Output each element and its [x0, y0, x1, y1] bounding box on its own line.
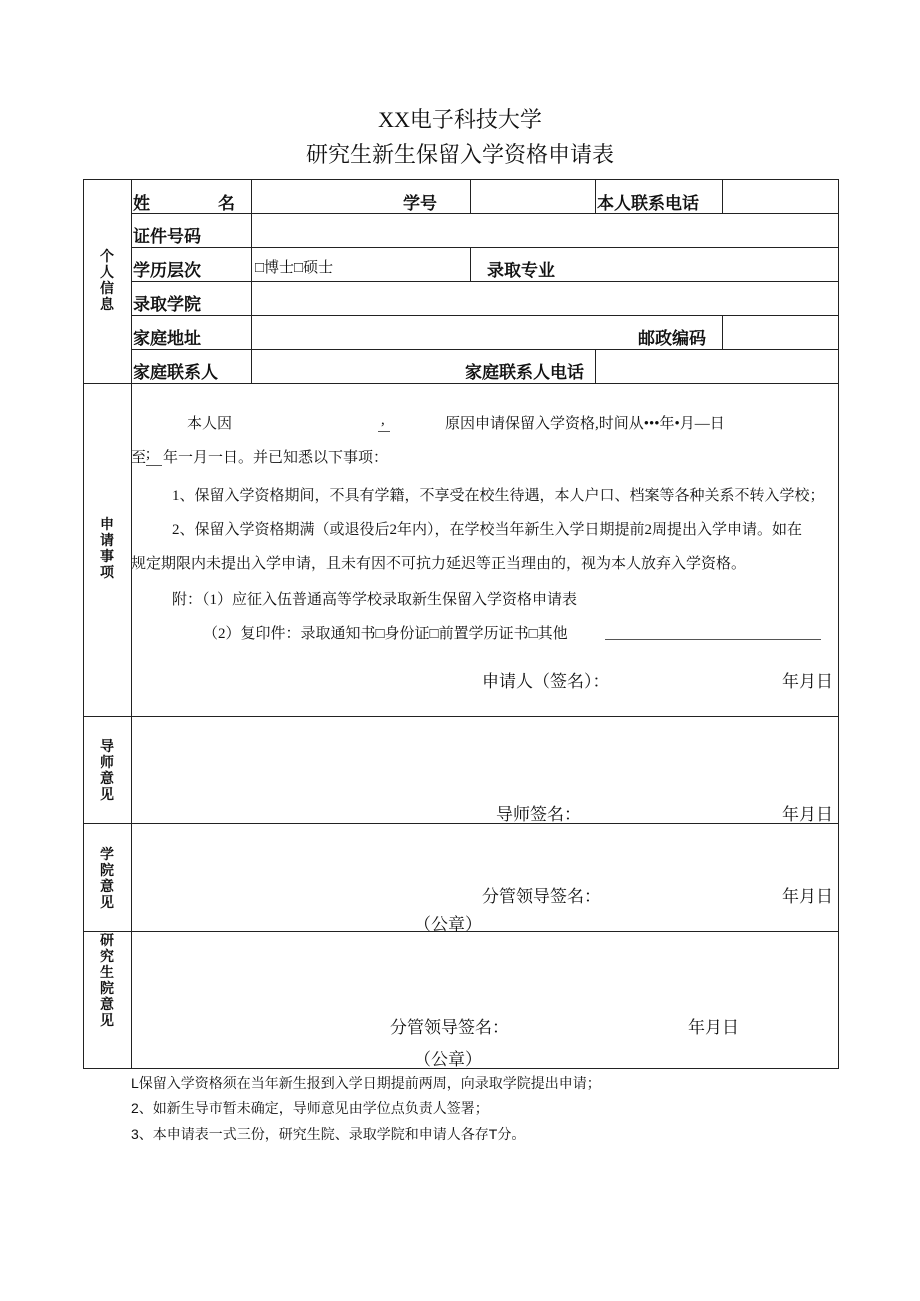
home-address-label: 家庭地址	[133, 329, 201, 348]
admitting-college-field[interactable]	[253, 283, 837, 313]
row-divider	[131, 349, 839, 350]
section-divider	[83, 716, 839, 717]
graduate-official-seal: （公章）	[414, 1050, 482, 1069]
cell-divider	[470, 179, 471, 213]
applicant-signature-date: 年月日	[782, 672, 833, 691]
phone-label: 本人联系电话	[597, 194, 699, 213]
request-reason-prefix: 本人因	[187, 416, 233, 432]
row-divider	[131, 213, 839, 214]
request-reason-blank[interactable]: ,	[381, 412, 385, 428]
cell-divider	[722, 179, 723, 213]
section-column-divider	[131, 179, 132, 1069]
request-period-text: 原因申请保留入学资格,时间从•••年•月—日	[445, 416, 725, 432]
section-label-advisor-opinion: 导 师 意 见	[100, 738, 114, 802]
section-label-personal-info: 个 人 信 息	[100, 248, 114, 312]
cell-divider	[595, 179, 596, 213]
section-divider	[83, 823, 839, 824]
row-divider	[131, 281, 839, 282]
id-number-field[interactable]	[253, 215, 837, 245]
other-attachment-blank[interactable]	[605, 639, 821, 640]
cell-divider	[251, 179, 252, 383]
home-address-field[interactable]	[253, 317, 633, 347]
id-number-label: 证件号码	[133, 227, 201, 246]
postcode-field[interactable]	[724, 317, 836, 347]
row-divider	[131, 315, 839, 316]
applicant-signature-label: 申请人（签名）：	[482, 672, 610, 691]
footnote-3: 3、本申请表一式三份，研究生院、录取学院和申请人各存T分。	[131, 1126, 526, 1142]
request-period-end-prefix: 至	[131, 450, 147, 466]
college-signature-date: 年月日	[782, 887, 833, 906]
family-contact-label: 家庭联系人	[133, 363, 218, 382]
cell-divider	[722, 315, 723, 349]
footnote-2: 2、如新生导市暂未确定，导师意见由学位点负责人签署；	[131, 1100, 489, 1116]
section-label-college-opinion: 学 院 意 见	[100, 846, 114, 910]
blank-underline	[378, 431, 390, 432]
graduate-leader-signature-label: 分管领导签名：	[390, 1018, 509, 1037]
row-divider	[131, 247, 839, 248]
section-divider	[83, 383, 839, 384]
major-label: 录取专业	[487, 261, 555, 280]
college-official-seal: （公章）	[414, 915, 482, 934]
admitting-college-label: 录取学院	[133, 295, 201, 314]
university-title: XX电子科技大学	[378, 107, 542, 132]
section-label-request: 申 请 事 项	[100, 516, 114, 580]
student-id-field[interactable]	[472, 181, 594, 211]
student-id-label: 学号	[403, 194, 437, 213]
graduate-signature-date: 年月日	[688, 1018, 739, 1037]
section-label-graduate-school-opinion: 研 究 生 院 意 见	[100, 932, 114, 1028]
family-phone-label: 家庭联系人电话	[465, 363, 584, 382]
postcode-label: 邮政编码	[638, 329, 706, 348]
name-label-2: 名	[218, 194, 235, 213]
request-period-end-text: 年一月一日。并已知悉以下事项：	[163, 450, 389, 466]
advisor-signature-date: 年月日	[782, 805, 833, 824]
phone-field[interactable]	[724, 181, 836, 211]
notice-item-1: 1、保留入学资格期间，不具有学籍，不享受在校生待遇，本人户口、档案等各种关系不转入学校；	[172, 488, 825, 504]
request-period-end-blank[interactable]: ;	[146, 446, 151, 462]
advisor-signature-label: 导师签名：	[496, 805, 581, 824]
notice-item-2: 2、保留入学资格期满（或退役后2年内），在学校当年新生入学日期提前2周提出入学申请。如在	[172, 522, 803, 538]
family-phone-field[interactable]	[597, 351, 837, 381]
name-label: 姓	[133, 194, 150, 213]
blank-underline	[146, 465, 162, 466]
major-field[interactable]	[580, 249, 836, 279]
family-contact-field[interactable]	[253, 351, 463, 381]
degree-level-label: 学历层次	[133, 261, 201, 280]
college-leader-signature-label: 分管领导签名：	[482, 887, 601, 906]
cell-divider	[595, 349, 596, 383]
cell-divider	[470, 247, 471, 281]
attachment-1: 附：（1）应征入伍普通高等学校录取新生保留入学资格申请表	[172, 592, 578, 608]
attachment-2[interactable]: （2）复印件：录取通知书□身份证□前置学历证书□其他	[203, 626, 568, 642]
footnote-1: L保留入学资格须在当年新生报到入学日期提前两周，向录取学院提出申请；	[131, 1075, 601, 1091]
form-title: 研究生新生保留入学资格申请表	[305, 142, 614, 167]
degree-level-options[interactable]: □博士□硕士	[255, 260, 334, 276]
notice-item-2-cont: 规定期限内未提出入学申请，且未有因不可抗力延迟等正当理由的，视为本人放弃入学资格。	[131, 556, 747, 572]
